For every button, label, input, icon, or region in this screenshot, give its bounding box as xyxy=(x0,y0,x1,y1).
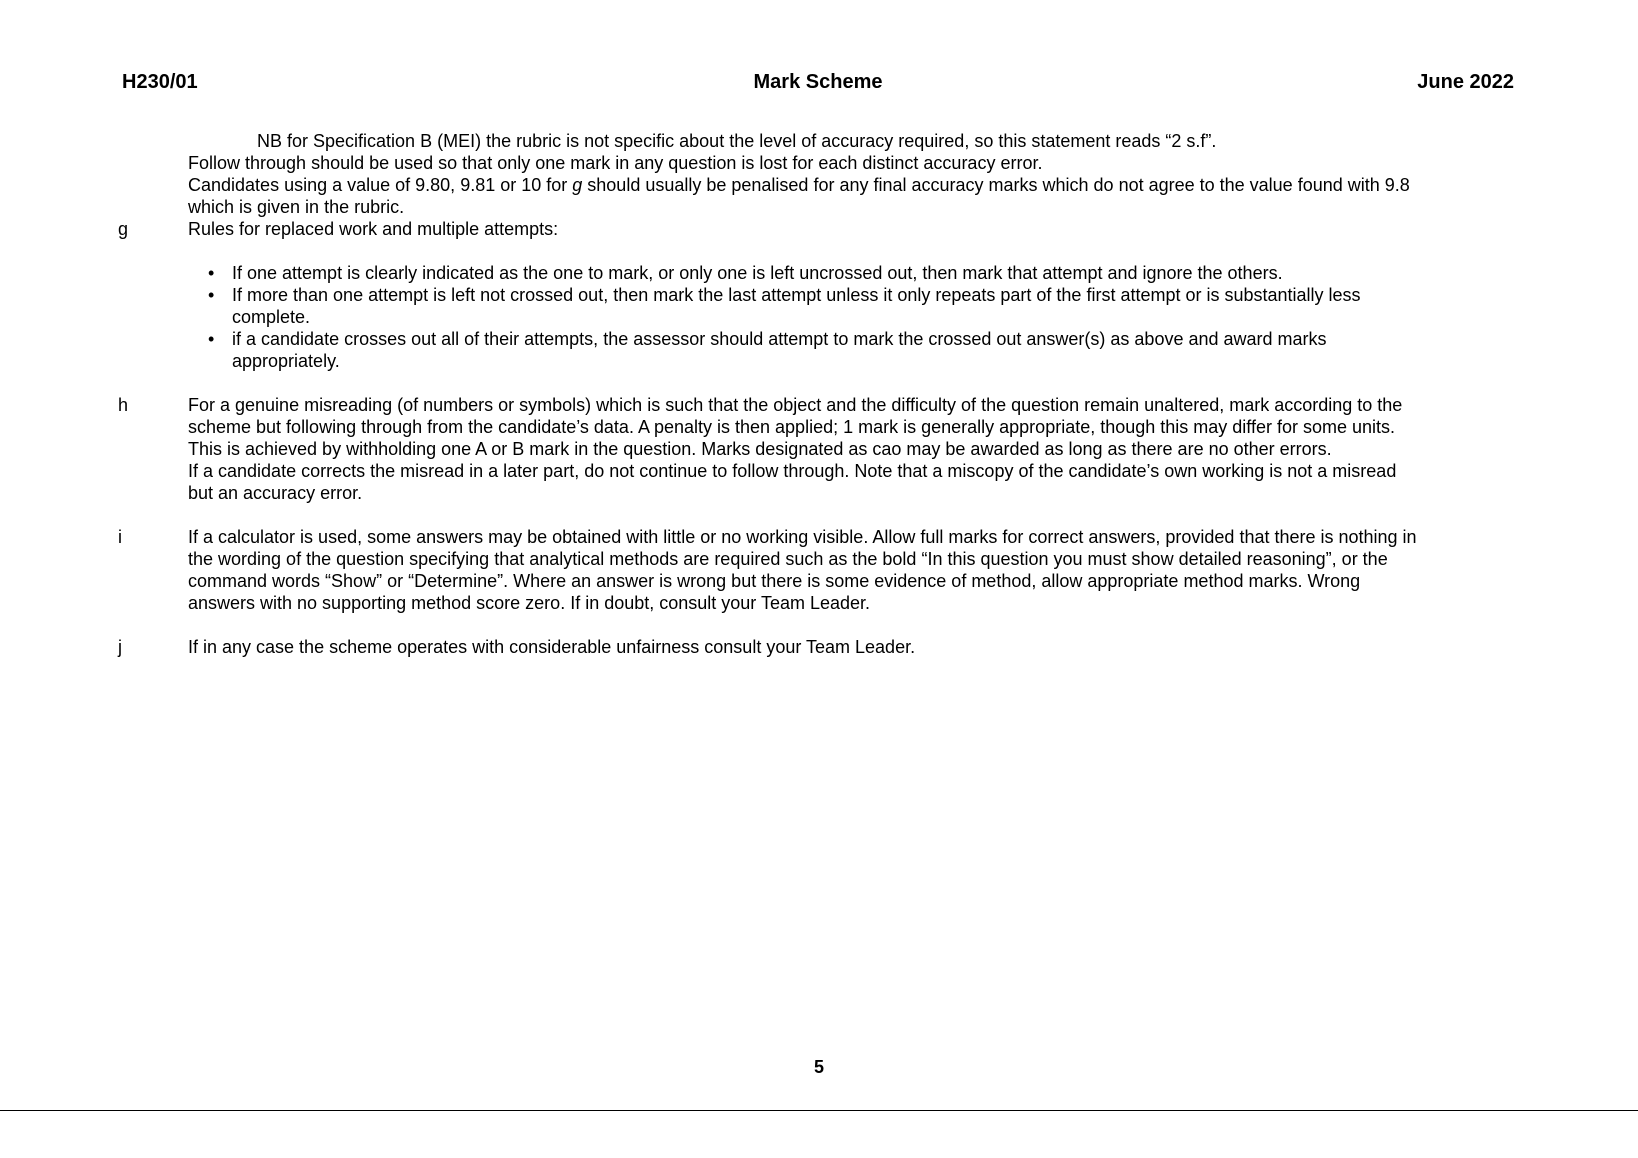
section-heading: Rules for replaced work and multiple attempts: xyxy=(188,219,559,239)
page-header xyxy=(122,71,1514,97)
list-item: • if a candidate crosses out all of their attempts, the assessor should attempt to mark the crossed out answer(s) as above and award marks appropriately. xyxy=(208,329,1327,371)
section-letter: i xyxy=(118,527,122,547)
bullet-icon: • xyxy=(208,329,215,349)
paper-code: H230/01 xyxy=(122,71,198,93)
gravity-text-post: should usually be penalised for any final accuracy marks which do not agree to the value found with 9.8 xyxy=(582,175,1410,195)
section-g-bullets xyxy=(118,262,1518,372)
paragraph-line: but an accuracy error. xyxy=(188,483,363,503)
list-item: • If one attempt is clearly indicated as the one to mark, or only one is left uncrossed out, then mark that attempt and ignore the others. xyxy=(208,263,1283,283)
paragraph-line: If a candidate corrects the misread in a later part, do not continue to follow through. Note that a miscopy of the candidate’s own working is not a misread xyxy=(188,461,1397,481)
page-number: 5 xyxy=(813,1057,824,1077)
section-i xyxy=(118,526,1518,614)
nb-statement: NB for Specification B (MEI) the rubric is not specific about the level of accuracy required, so this statement reads “2 s.f”. xyxy=(257,131,1217,151)
footer-divider xyxy=(0,1110,1638,1111)
paragraph-line: command words “Show” or “Determine”. Where an answer is wrong but there is some evidence of method, allow appropriate method marks. Wrong xyxy=(188,571,1361,591)
list-item: • If more than one attempt is left not crossed out, then mark the last attempt unless it only repeats part of the first attempt or is substantially less complete. xyxy=(208,285,1361,327)
paragraph-line: If a calculator is used, some answers may be obtained with little or no working visible. Allow full marks for correct answers, provided that there is nothing in xyxy=(188,527,1417,547)
paragraph-line: For a genuine misreading (of numbers or symbols) which is such that the object and the difficulty of the question remain unaltered, mark according to the xyxy=(188,395,1403,415)
bullet-list xyxy=(188,262,1518,372)
section-g xyxy=(118,218,1518,240)
document-title: Mark Scheme xyxy=(753,71,883,93)
section-h xyxy=(118,394,1518,504)
paragraph-line: the wording of the question specifying that analytical methods are required such as the bold “In this question you must show detailed reasoning”, or the xyxy=(188,549,1388,569)
paragraph-line: This is achieved by withholding one A or B mark in the question. Marks designated as cao may be awarded as long as there are no other errors. xyxy=(188,439,1332,459)
exam-date: June 2022 xyxy=(1417,71,1514,93)
gravity-text-pre: Candidates using a value of 9.80, 9.81 or 10 for xyxy=(188,175,573,195)
bullet-icon: • xyxy=(208,263,215,283)
section-letter: h xyxy=(118,395,129,415)
bullet-icon: • xyxy=(208,285,215,305)
section-j xyxy=(118,636,1518,658)
document-body xyxy=(118,130,1518,658)
paragraph-line: scheme but following through from the candidate’s data. A penalty is then applied; 1 mark is generally appropriate, though this may differ for some units. xyxy=(188,417,1396,437)
gravity-value-statement-cont: which is given in the rubric. xyxy=(188,197,405,217)
paragraph-line: answers with no supporting method score zero. If in doubt, consult your Team Leader. xyxy=(188,593,871,613)
follow-through-statement: Follow through should be used so that only one mark in any question is lost for each distinct accuracy error. xyxy=(188,153,1043,173)
section-letter: j xyxy=(118,637,122,657)
section-letter: g xyxy=(118,219,129,239)
gravity-value-statement xyxy=(188,174,1518,196)
paragraph-line: If in any case the scheme operates with considerable unfairness consult your Team Leader. xyxy=(188,637,916,657)
gravity-variable: g xyxy=(572,175,583,195)
